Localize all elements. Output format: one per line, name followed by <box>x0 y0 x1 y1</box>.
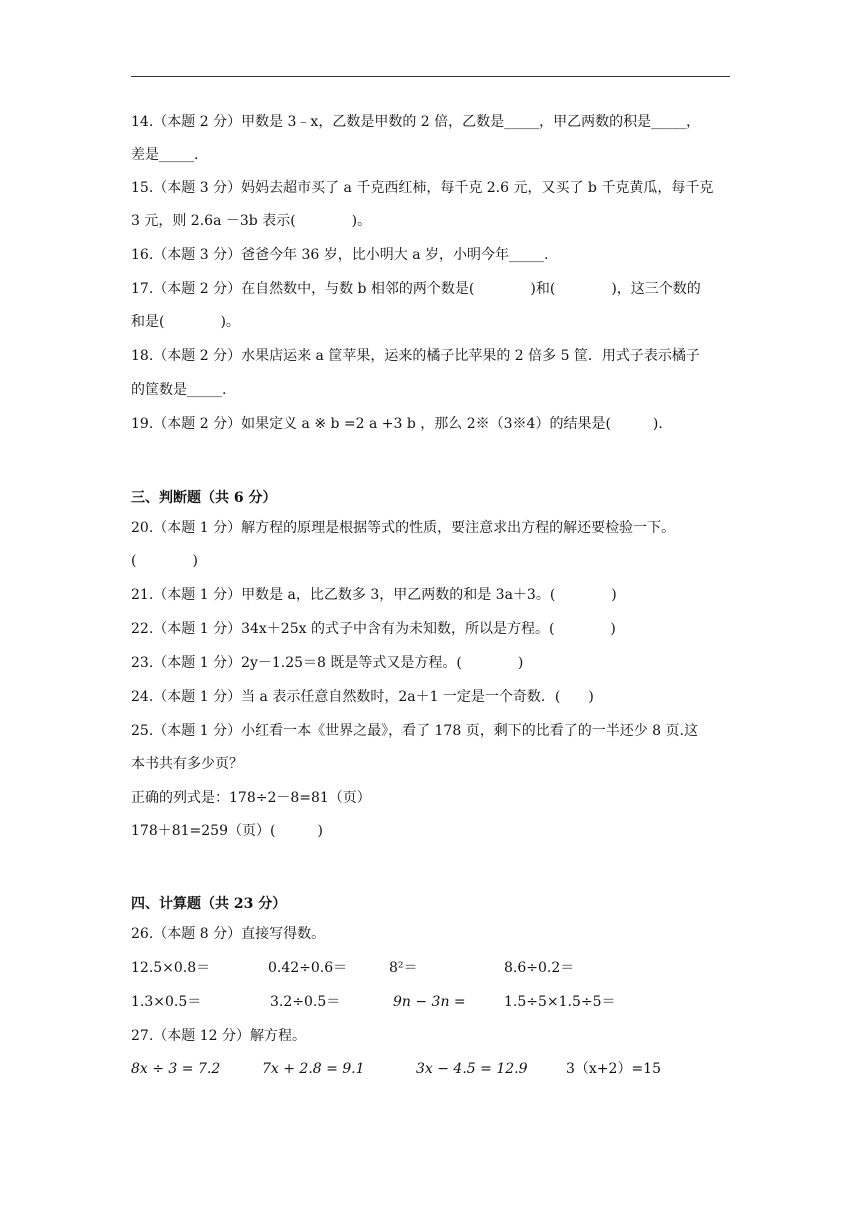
q26-item: 3.2÷0.5＝ <box>270 994 341 1010</box>
q20-line2: ( ) <box>131 553 198 569</box>
q17-line1: 17.（本题 2 分）在自然数中，与数 b 相邻的两个数是( )和( )，这三个数的 <box>131 281 701 297</box>
q27-equation: 3x − 4.5 = 12.9 <box>416 1061 528 1077</box>
q24-line: 24.（本题 1 分）当 a 表示任意自然数时，2a＋1 一定是一个奇数．( ) <box>131 689 594 705</box>
q14-line2: 差是_____. <box>131 147 199 163</box>
q21-line: 21.（本题 1 分）甲数是 a，比乙数多 3，甲乙两数的和是 3a＋3。( ) <box>131 587 617 603</box>
q22-line: 22.（本题 1 分）34x＋25x 的式子中含有为未知数，所以是方程。( ) <box>131 621 616 637</box>
q14-line1: 14.（本题 2 分）甲数是 3﹣x，乙数是甲数的 2 倍，乙数是_____，甲乙两数的积是_____， <box>131 114 701 130</box>
q27-equation: 7x + 2.8 = 9.1 <box>262 1061 365 1077</box>
q26-item: 12.5×0.8＝ <box>131 960 211 976</box>
q25-line1: 25.（本题 1 分）小红看一本《世界之最》，看了 178 页，剩下的比看了的一半还少 8 页.这 <box>131 723 698 739</box>
q16-line1: 16.（本题 3 分）爸爸今年 36 岁，比小明大 a 岁，小明今年_____. <box>131 247 549 263</box>
q20-line1: 20.（本题 1 分）解方程的原理是根据等式的性质，要注意求出方程的解还要检验一下。 <box>131 520 676 536</box>
q27-equation: 8x ÷ 3 = 7.2 <box>131 1061 221 1077</box>
q15-line1: 15.（本题 3 分）妈妈去超市买了 a 千克西红柿，每千克 2.6 元，又买了 b 千克黄瓜，每千克 <box>131 180 714 196</box>
q26-item: 9n − 3n = <box>393 994 466 1010</box>
q25-line3: 正确的列式是：178÷2－8=81（页） <box>131 790 371 806</box>
q26-item: 8²＝ <box>389 960 418 976</box>
q18-line2: 的筐数是_____. <box>131 382 227 398</box>
q26-item: 1.3×0.5＝ <box>131 994 202 1010</box>
q26-item: 1.5÷5×1.5÷5＝ <box>504 994 616 1010</box>
q15-line2: 3 元，则 2.6a －3b 表示( )。 <box>131 213 372 229</box>
q27-title: 27.（本题 12 分）解方程。 <box>131 1028 306 1044</box>
q18-line1: 18.（本题 2 分）水果店运来 a 筐苹果，运来的橘子比苹果的 2 倍多 5 筐．用式子表示橘子 <box>131 348 700 364</box>
section-judgement-heading: 三、判断题（共 6 分） <box>131 490 277 506</box>
q26-item: 8.6÷0.2＝ <box>504 960 575 976</box>
q25-line4: 178＋81=259（页）( ) <box>131 823 323 839</box>
q23-line: 23.（本题 1 分）2y－1.25＝8 既是等式又是方程。( ) <box>131 655 524 671</box>
q26-title: 26.（本题 8 分）直接写得数。 <box>131 926 326 942</box>
q27-equation: 3（x+2）=15 <box>566 1061 661 1077</box>
q19-line1: 19.（本题 2 分）如果定义 a ※ b =2 a +3 b ，那么 2※（3※4）的结果是( ). <box>131 416 663 432</box>
section-calculation-heading: 四、计算题（共 23 分） <box>131 896 287 912</box>
q26-item: 0.42÷0.6＝ <box>268 960 348 976</box>
q25-line2: 本书共有多少页？ <box>131 756 243 772</box>
header-rule <box>131 76 730 77</box>
q17-line2: 和是( )。 <box>131 314 240 330</box>
